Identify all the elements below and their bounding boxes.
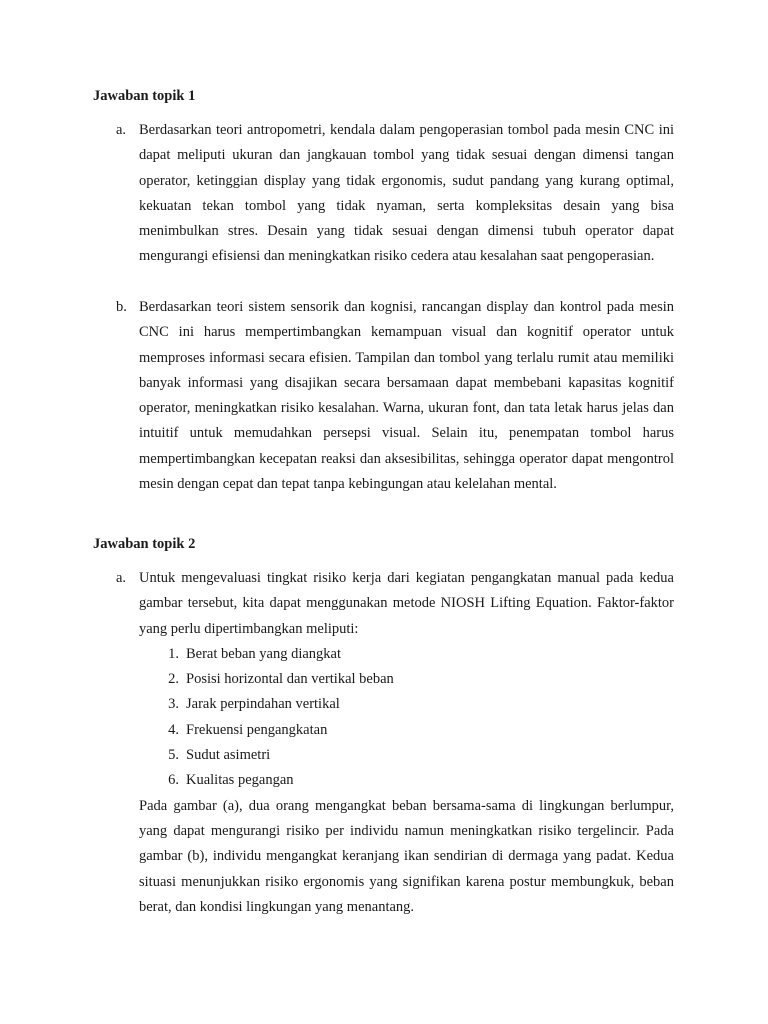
topic2-heading: Jawaban topik 2 xyxy=(93,536,196,552)
topic1-item-b-text: Berdasarkan teori sistem sensorik dan kognisi, rancangan display dan kontrol pada mesin CNC ini harus mempertimbangkan kemampuan visual dan kognitif operator untuk memproses informasi secara efisien. Tampilan dan tombol yang terlalu rumit atau memiliki banyak informasi yang disajikan secara bersamaan dapat membebani kapasitas kognitif operator, meningkatkan risiko kesalahan. Warna, ukuran font, dan tata letak harus jelas dan intuitif untuk memudahkan persepsi visual. Selain itu, penempatan tombol harus mempertimbangkan kecepatan reaksi dan aksesibilitas, sehingga operator dapat mengontrol mesin dengan cepat dan tepat tanpa kebingungan atau kelelahan mental. xyxy=(139,299,674,493)
list-item-text: Posisi horizontal dan vertikal beban xyxy=(186,671,394,688)
topic2-item-a-body xyxy=(139,566,674,920)
list-item xyxy=(159,718,674,743)
list-item-text: Berat beban yang diangkat xyxy=(186,645,342,662)
list-number: 6. xyxy=(168,772,179,789)
topic2-item-a xyxy=(116,566,674,920)
topic1-heading: Jawaban topik 1 xyxy=(93,88,196,104)
list-marker: b. xyxy=(116,299,127,315)
list-item xyxy=(159,692,674,717)
topic1-item-b xyxy=(116,295,674,497)
list-item xyxy=(159,667,674,692)
list-item xyxy=(159,743,674,768)
topic2-intro: Untuk mengevaluasi tingkat risiko kerja dari kegiatan pengangkatan manual pada kedua gambar tersebut, kita dapat menggunakan metode NIOSH Lifting Equation. Faktor-faktor yang perlu dipertimbangkan meliputi: xyxy=(139,570,674,637)
list-number: 2. xyxy=(168,671,179,688)
topic1-item-a xyxy=(116,118,674,270)
list-number: 1. xyxy=(168,645,179,662)
list-number: 3. xyxy=(168,696,179,713)
list-item xyxy=(159,768,674,793)
list-item xyxy=(159,642,674,667)
topic2-closing: Pada gambar (a), dua orang mengangkat beban bersama-sama di lingkungan berlumpur, yang dapat mengurangi risiko per individu namun meningkatkan risiko tergelincir. Pada gambar (b), individu mengangkat keranjang ikan sendirian di dermaga yang padat. Kedua situasi menunjukkan risiko ergonomis yang signifikan karena postur membungkuk, beban berat, dan kondisi lingkungan yang menantang. xyxy=(139,797,674,915)
list-item-text: Jarak perpindahan vertikal xyxy=(186,696,340,713)
list-item-text: Sudut asimetri xyxy=(186,747,271,764)
list-item-text: Kualitas pegangan xyxy=(186,772,294,789)
list-marker: a. xyxy=(116,570,127,586)
factor-list xyxy=(139,642,674,794)
list-number: 4. xyxy=(168,721,179,738)
list-marker: a. xyxy=(116,122,127,138)
list-number: 5. xyxy=(168,747,179,764)
list-item-text: Frekuensi pengangkatan xyxy=(186,721,328,738)
topic1-item-a-text: Berdasarkan teori antropometri, kendala dalam pengoperasian tombol pada mesin CNC ini dapat meliputi ukuran dan jangkauan tombol yang tidak sesuai dengan dimensi tangan operator, ketinggian display yang tidak ergonomis, sudut pandang yang kurang optimal, kekuatan tekan tombol yang tidak nyaman, serta kompleksitas desain yang bisa menimbulkan stres. Desain yang tidak sesuai dengan dimensi tubuh operator dapat mengurangi efisiensi dan meningkatkan risiko cedera atau kesalahan saat pengoperasian. xyxy=(139,122,674,265)
